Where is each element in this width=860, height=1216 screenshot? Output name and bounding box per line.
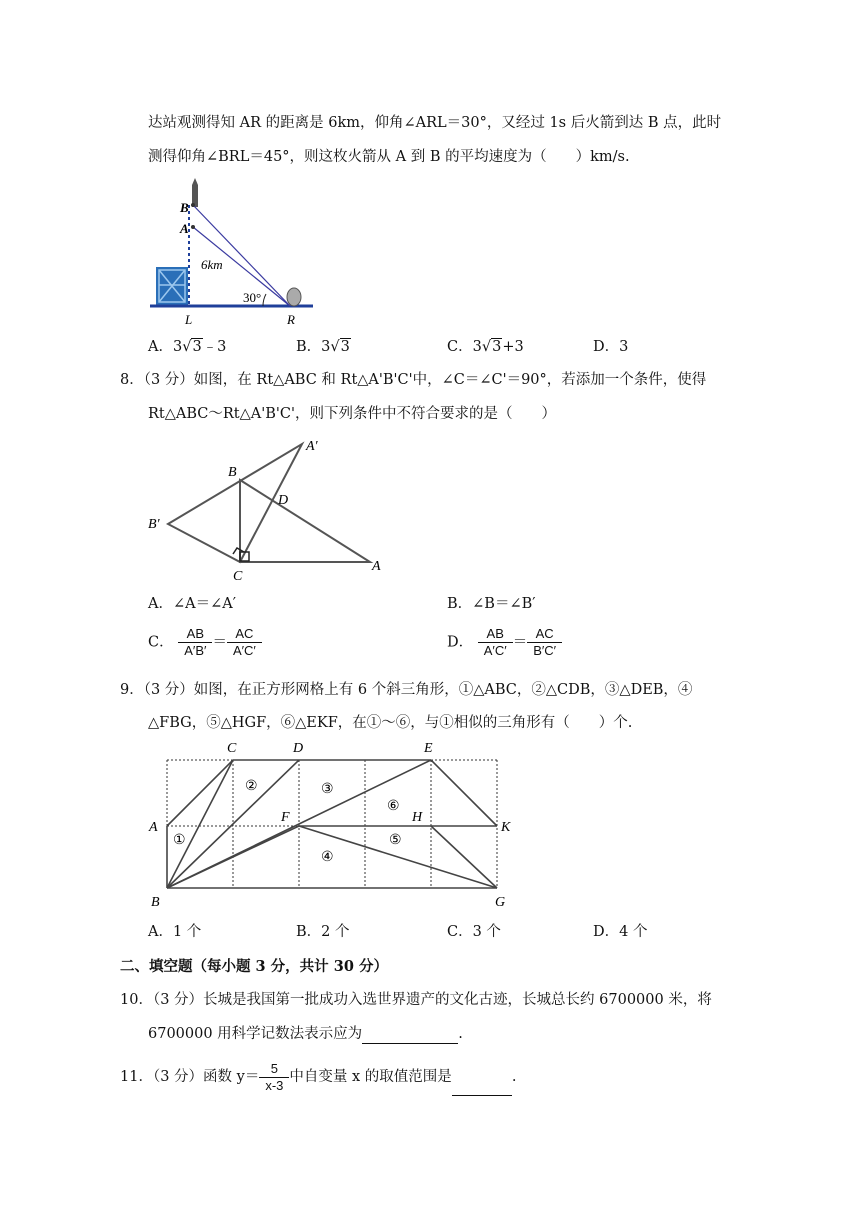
label-circle-5: ⑤ <box>389 833 402 848</box>
q11-answer-blank[interactable] <box>452 1071 512 1096</box>
section-2-title: 二、填空题（每小题 3 分，共计 30 分） <box>120 958 388 975</box>
label-A: A <box>372 559 381 574</box>
label-B: B <box>180 200 189 215</box>
q7-rocket-figure <box>148 175 328 330</box>
label-K: K <box>501 820 511 835</box>
label-circle-4: ④ <box>321 850 334 865</box>
q7-line-1: 达站观测得知 AR 的距离是 6km，仰角∠ARL＝30°，又经过 1s 后火箭到达 B 点，此时 <box>148 115 722 131</box>
label-A: A <box>180 221 189 236</box>
q7-option-a[interactable]: A．3√3﹣3 <box>148 339 227 355</box>
radar-icon <box>287 288 301 306</box>
q9-grid-figure <box>145 738 525 910</box>
q8-triangles-figure <box>140 432 400 582</box>
q9-option-a[interactable]: A．1 个 <box>148 924 202 940</box>
label-6km: 6km <box>201 257 223 272</box>
label-D: D <box>293 741 304 756</box>
label-circle-3: ③ <box>321 782 334 797</box>
q9-line-1: 9．（3 分）如图，在正方形网格上有 6 个斜三角形，①△ABC，②△CDB，③△DEB，④ <box>120 682 693 698</box>
q10-line-2: 6700000 用科学记数法表示应为 . <box>148 1026 463 1042</box>
label-R: R <box>287 312 295 327</box>
label-A: A <box>149 820 158 835</box>
q7-option-c[interactable]: C．3√3+3 <box>447 339 524 355</box>
label-circle-6: ⑥ <box>387 799 400 814</box>
label-B-prime: B′ <box>148 517 160 532</box>
label-F: F <box>281 810 290 825</box>
label-circle-2: ② <box>245 779 258 794</box>
q9-option-b[interactable]: B．2 个 <box>296 924 350 940</box>
q10-line-1: 10．（3 分）长城是我国第一批成功入选世界遗产的文化古迹，长城总长约 6700000 米，将 <box>120 992 712 1008</box>
label-C: C <box>233 569 243 582</box>
q7-line-2: 测得仰角∠BRL＝45°，则这枚火箭从 A 到 B 的平均速度为（ ）km/s. <box>148 149 630 165</box>
q8-option-a[interactable]: A．∠A＝∠A′ <box>148 596 237 612</box>
label-H: H <box>412 810 423 825</box>
label-A-prime: A′ <box>306 439 318 454</box>
label-D: D <box>278 493 289 508</box>
label-L: L <box>185 312 193 327</box>
label-30deg: 30° <box>243 290 262 305</box>
q8-option-b[interactable]: B．∠B＝∠B′ <box>447 596 536 612</box>
q8-option-c[interactable]: C． $\frac{AB}{A'B'}$ ＝ $\frac{AC}{A'C'}$ <box>148 626 262 659</box>
label-B: B <box>228 465 237 480</box>
q9-line-2: △FBG，⑤△HGF，⑥△EKF，在①～⑥，与①相似的三角形有（ ）个. <box>148 715 633 731</box>
q7-option-d[interactable]: D．3 <box>593 339 629 355</box>
q9-option-c[interactable]: C．3 个 <box>447 924 501 940</box>
q10-answer-blank[interactable] <box>362 1025 458 1044</box>
q8-line-1: 8．（3 分）如图，在 Rt△ABC 和 Rt△A'B'C'中，∠C＝∠C'＝90°，若添加一个条件，使得 <box>120 372 707 388</box>
q8-option-d[interactable]: D． $\frac{AB}{A'C'}$ ＝ $\frac{AC}{B'C'}$ <box>447 626 562 659</box>
label-B: B <box>151 895 160 910</box>
label-E: E <box>424 741 433 756</box>
q11-line: 11．（3 分）函数 y＝ $\frac{5}{x-3}$ 中自变量 x 的取值范围是 . <box>120 1058 516 1096</box>
q8-line-2: Rt△ABC～Rt△A'B'C'，则下列条件中不符合要求的是（ ） <box>148 406 556 422</box>
q7-option-b[interactable]: B．3√3 <box>296 339 350 355</box>
label-circle-1: ① <box>173 833 186 848</box>
label-G: G <box>495 895 506 910</box>
label-C: C <box>227 741 237 756</box>
q9-option-d[interactable]: D．4 个 <box>593 924 648 940</box>
